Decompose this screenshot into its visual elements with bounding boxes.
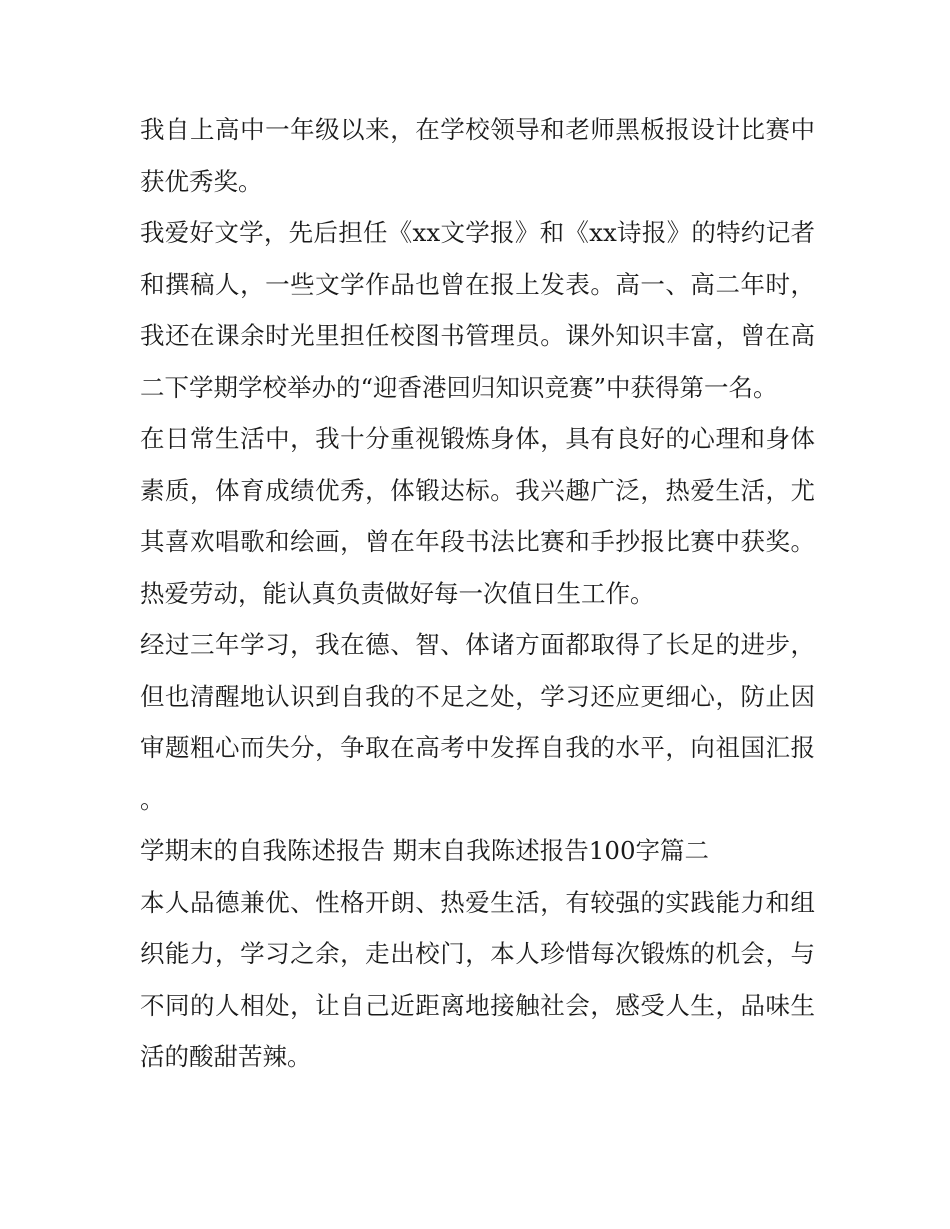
document-body [140,104,815,1083]
paragraph-award: 我自上高中一年级以来，在学校领导和老师黑板报设计比赛中获优秀奖。 [140,115,815,196]
paragraph-daily-life: 在日常生活中，我十分重视锻炼身体，具有良好的心理和身体素质，体育成绩优秀，体锻达标。我兴趣广泛，热爱生活，尤其喜欢唱歌和绘画，曾在年段书法比赛和手抄报比赛中获奖。热爱劳动，能认真负责做好每一次值日生工作。 [140,424,815,608]
paragraph-character: 本人品德兼优、性格开朗、热爱生活，有较强的实践能力和组织能力，学习之余，走出校门，本人珍惜每次锻炼的机会，与不同的人相处，让自己近距离地接触社会，感受人生，品味生活的酸甜苦辣。 [140,887,815,1071]
section-heading: 学期末的自我陈述报告 期末自我陈述报告100字篇二 [140,836,710,865]
paragraph-three-years: 经过三年学习，我在德、智、体诸方面都取得了长足的进步，但也清醒地认识到自我的不足之处，学习还应更细心，防止因审题粗心而失分，争取在高考中发挥自我的水平，向祖国汇报。 [140,630,815,814]
paragraph-literature: 我爱好文学，先后担任《xx文学报》和《xx诗报》的特约记者和撰稿人，一些文学作品也曾在报上发表。高一、高二年时，我还在课余时光里担任校图书管理员。课外知识丰富，曾在高二下学期学校举办的“迎香港回归知识竞赛”中获得第一名。 [140,218,815,402]
